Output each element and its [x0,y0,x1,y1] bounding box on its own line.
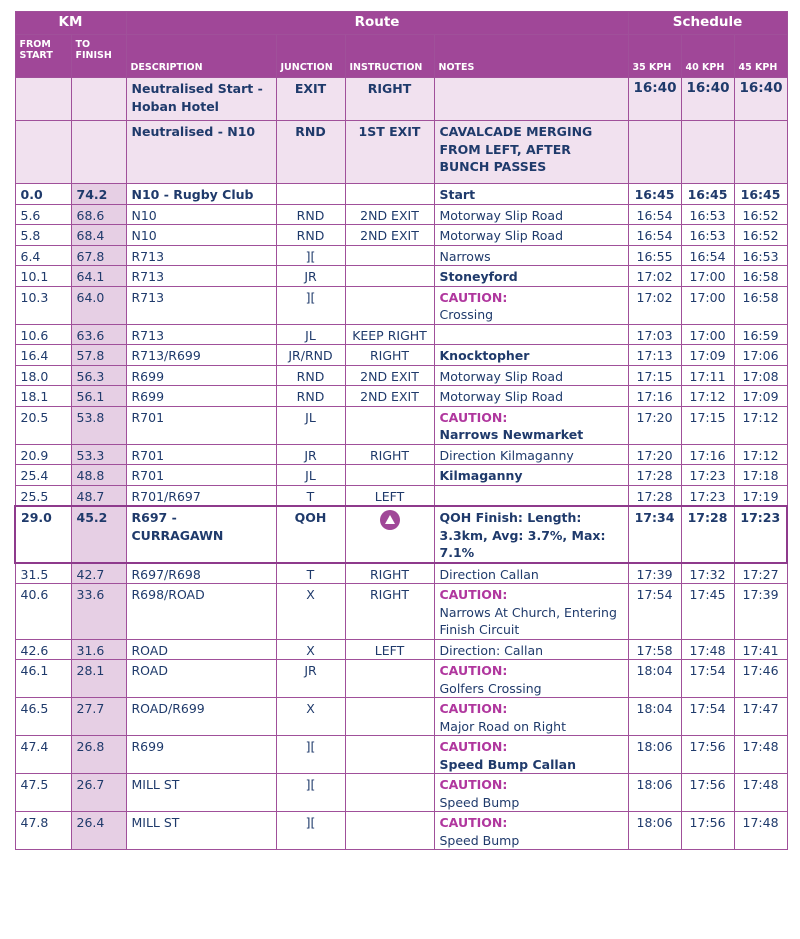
junction-cell: JR [276,444,345,465]
description-cell: ROAD [126,660,276,698]
time-45-cell: 17:48 [734,736,787,774]
notes-cell [434,584,628,640]
description-cell: R713 [126,324,276,345]
to-finish-cell: 64.1 [71,266,126,287]
note-text: Motorway Slip Road [439,228,564,243]
instruction-cell [345,812,434,850]
header-column-row [15,35,787,78]
time-45-cell: 16:53 [734,245,787,266]
from-start-cell: 5.6 [15,204,71,225]
from-start-cell: 46.1 [15,660,71,698]
to-finish-cell: 67.8 [71,245,126,266]
description-cell: N10 - Rugby Club [126,184,276,205]
time-35-cell: 17:39 [628,563,681,584]
time-35-cell: 16:54 [628,225,681,246]
to-finish-cell: 56.3 [71,365,126,386]
time-40-cell: 17:15 [681,406,734,444]
notes-cell [434,485,628,506]
from-start-cell: 46.5 [15,698,71,736]
table-row [15,465,787,486]
time-35-cell: 17:54 [628,584,681,640]
route-schedule-page [14,11,786,850]
time-35-cell: 18:06 [628,736,681,774]
time-35-cell: 16:55 [628,245,681,266]
instruction-cell [345,774,434,812]
instruction-cell [345,406,434,444]
to-finish-cell: 26.8 [71,736,126,774]
description-cell: R699 [126,365,276,386]
time-40-cell: 16:45 [681,184,734,205]
to-finish-cell [71,78,126,121]
junction-cell: RND [276,225,345,246]
schedule-body [15,78,787,850]
description-cell: MILL ST [126,812,276,850]
time-35-cell: 16:45 [628,184,681,205]
note-text: Direction Kilmaganny [439,447,574,463]
route-schedule-table [14,11,788,850]
notes-cell [434,184,628,205]
time-35-cell: 17:28 [628,485,681,506]
from-start-cell: 20.9 [15,444,71,465]
caution-label: CAUTION: [439,701,508,716]
table-row [15,485,787,506]
table-row [15,365,787,386]
description-cell: ROAD [126,639,276,660]
time-40-cell: 17:45 [681,584,734,640]
notes-cell [434,204,628,225]
table-row [15,266,787,287]
to-finish-cell: 26.7 [71,774,126,812]
note-text: Direction Callan [439,566,539,582]
table-row [15,812,787,850]
notes-cell [434,266,628,287]
table-row [15,639,787,660]
caution-label: CAUTION: [439,815,508,830]
junction-cell: JL [276,465,345,486]
table-row [15,584,787,640]
time-45-cell: 17:47 [734,698,787,736]
junction-cell: X [276,584,345,640]
time-40-cell: 17:28 [681,506,734,563]
to-finish-cell: 33.6 [71,584,126,640]
time-45-cell: 17:39 [734,584,787,640]
caution-label: CAUTION: [439,739,508,754]
time-45-cell: 16:40 [734,78,787,121]
time-45-cell [734,121,787,184]
junction-cell: T [276,485,345,506]
notes-cell [434,406,628,444]
table-row [15,736,787,774]
table-row [15,444,787,465]
time-45-cell: 17:09 [734,386,787,407]
time-40-cell: 17:23 [681,485,734,506]
description-cell: R713/R699 [126,345,276,366]
time-45-cell: 16:58 [734,286,787,324]
to-finish-cell: 27.7 [71,698,126,736]
to-finish-cell: 48.7 [71,485,126,506]
time-40-cell: 17:00 [681,266,734,287]
time-40-cell: 17:00 [681,324,734,345]
description-cell: MILL ST [126,774,276,812]
time-40-cell: 16:53 [681,204,734,225]
table-row [15,245,787,266]
time-45-cell: 16:59 [734,324,787,345]
description-cell: N10 [126,204,276,225]
from-start-cell: 20.5 [15,406,71,444]
instruction-cell: RIGHT [345,78,434,121]
time-40-cell: 16:53 [681,225,734,246]
description-cell: R701/R697 [126,485,276,506]
junction-cell: ][ [276,774,345,812]
instruction-cell [345,465,434,486]
note-text: Kilmaganny [439,468,523,483]
notes-cell [434,465,628,486]
from-start-cell: 40.6 [15,584,71,640]
notes-cell [434,639,628,660]
time-45-cell: 17:41 [734,639,787,660]
from-start-cell: 18.1 [15,386,71,407]
time-40-cell: 17:56 [681,736,734,774]
time-45-cell: 17:12 [734,444,787,465]
note-text: Crossing [439,307,494,322]
notes-cell [434,698,628,736]
time-40-cell [681,121,734,184]
to-finish-cell [71,121,126,184]
notes-cell [434,774,628,812]
table-row [15,698,787,736]
from-start-cell: 29.0 [15,506,71,563]
description-header: DESCRIPTION [126,35,276,78]
instruction-cell [345,286,434,324]
notes-cell [434,444,628,465]
junction-cell: JR/RND [276,345,345,366]
note-text: Narrows [439,248,491,264]
instruction-cell [345,506,434,563]
time-45-cell: 16:52 [734,225,787,246]
note-text: Direction: Callan [439,642,544,658]
description-cell: R701 [126,444,276,465]
description-cell: R697 - CURRAGAWN [126,506,276,563]
note-text: Motorway Slip Road [439,207,564,223]
time-40-cell: 16:54 [681,245,734,266]
junction-cell: X [276,639,345,660]
to-finish-cell: 74.2 [71,184,126,205]
time-40-cell: 17:11 [681,365,734,386]
notes-cell [434,324,628,345]
time-40-cell: 17:56 [681,774,734,812]
to-finish-cell: 26.4 [71,812,126,850]
speed-45-header: 45 KPH [734,35,787,78]
table-row [15,78,787,121]
table-row [15,386,787,407]
table-row [15,324,787,345]
time-35-cell: 18:04 [628,698,681,736]
description-cell: R701 [126,406,276,444]
table-row [15,121,787,184]
junction-cell: ][ [276,736,345,774]
from-start-header: FROM START [15,35,71,78]
instruction-cell [345,266,434,287]
description-cell: R698/ROAD [126,584,276,640]
time-40-cell: 17:54 [681,698,734,736]
note-text: Motorway Slip Road [439,389,564,404]
time-35-cell: 17:28 [628,465,681,486]
note-text: Start [439,187,476,202]
time-40-cell: 17:32 [681,563,734,584]
time-45-cell: 17:18 [734,465,787,486]
instruction-header: INSTRUCTION [345,35,434,78]
note-text: Speed Bump [439,832,520,848]
notes-cell [434,563,628,584]
junction-cell: JR [276,266,345,287]
instruction-cell: 1ST EXIT [345,121,434,184]
description-cell: R699 [126,386,276,407]
time-35-cell: 17:16 [628,386,681,407]
time-40-cell: 17:09 [681,345,734,366]
instruction-cell [345,245,434,266]
time-35-cell: 16:54 [628,204,681,225]
time-35-cell: 18:06 [628,774,681,812]
to-finish-cell: 68.6 [71,204,126,225]
junction-cell: RND [276,386,345,407]
junction-cell: RND [276,121,345,184]
note-text: Golfers Crossing [439,680,542,696]
from-start-cell: 25.4 [15,465,71,486]
to-finish-cell: 57.8 [71,345,126,366]
instruction-cell [345,660,434,698]
to-finish-cell: 68.4 [71,225,126,246]
notes-cell [434,386,628,407]
time-45-cell: 17:27 [734,563,787,584]
junction-cell: JR [276,660,345,698]
table-row [15,204,787,225]
table-row [15,506,787,563]
instruction-cell [345,698,434,736]
description-cell: R713 [126,286,276,324]
notes-cell [434,812,628,850]
note-text: Stoneyford [439,269,518,284]
note-text: CAVALCADE MERGING FROM LEFT, AFTER BUNCH PASSES [439,124,593,174]
to-finish-cell: 53.8 [71,406,126,444]
time-40-cell: 17:12 [681,386,734,407]
instruction-cell: 2ND EXIT [345,204,434,225]
time-35-cell: 17:20 [628,406,681,444]
caution-label: CAUTION: [439,289,508,305]
time-45-cell: 17:48 [734,812,787,850]
note-text: QOH Finish: Length: 3.3km, Avg: 3.7%, Max: 7.1% [439,510,606,560]
from-start-cell: 0.0 [15,184,71,205]
time-45-cell: 16:58 [734,266,787,287]
from-start-cell: 42.6 [15,639,71,660]
time-35-cell: 18:06 [628,812,681,850]
notes-cell [434,506,628,563]
table-row [15,184,787,205]
speed-40-header: 40 KPH [681,35,734,78]
from-start-cell: 47.5 [15,774,71,812]
time-45-cell: 17:19 [734,485,787,506]
junction-cell: JL [276,324,345,345]
description-cell: R699 [126,736,276,774]
notes-header: NOTES [434,35,628,78]
time-45-cell: 17:46 [734,660,787,698]
from-start-cell: 5.8 [15,225,71,246]
time-40-cell: 17:23 [681,465,734,486]
time-35-cell [628,121,681,184]
time-35-cell: 17:15 [628,365,681,386]
caution-label: CAUTION: [439,409,508,425]
to-finish-cell: 53.3 [71,444,126,465]
to-finish-cell: 63.6 [71,324,126,345]
notes-cell [434,78,628,121]
from-start-cell [15,78,71,121]
junction-cell: ][ [276,245,345,266]
to-finish-header: TO FINISH [71,35,126,78]
table-row [15,406,787,444]
notes-cell [434,736,628,774]
description-cell: Neutralised - N10 [126,121,276,184]
time-40-cell: 17:54 [681,660,734,698]
description-cell: R697/R698 [126,563,276,584]
notes-cell [434,121,628,184]
time-45-cell: 16:45 [734,184,787,205]
time-35-cell: 18:04 [628,660,681,698]
instruction-cell: LEFT [345,639,434,660]
note-text: Knocktopher [439,348,530,363]
time-35-cell: 17:58 [628,639,681,660]
from-start-cell: 16.4 [15,345,71,366]
from-start-cell: 25.5 [15,485,71,506]
table-row [15,563,787,584]
from-start-cell: 10.1 [15,266,71,287]
time-35-cell: 17:13 [628,345,681,366]
instruction-cell [345,184,434,205]
note-text: Speed Bump Callan [439,756,576,772]
junction-cell: QOH [276,506,345,563]
time-35-cell: 17:20 [628,444,681,465]
time-40-cell: 17:00 [681,286,734,324]
to-finish-cell: 31.6 [71,639,126,660]
junction-cell: JL [276,406,345,444]
instruction-cell: RIGHT [345,584,434,640]
description-cell: R713 [126,245,276,266]
table-row [15,225,787,246]
from-start-cell: 10.6 [15,324,71,345]
caution-label: CAUTION: [439,777,508,792]
table-row [15,286,787,324]
junction-cell: T [276,563,345,584]
notes-cell [434,365,628,386]
time-40-cell: 16:40 [681,78,734,121]
from-start-cell: 47.4 [15,736,71,774]
instruction-cell: 2ND EXIT [345,365,434,386]
to-finish-cell: 45.2 [71,506,126,563]
junction-cell: X [276,698,345,736]
instruction-cell: 2ND EXIT [345,386,434,407]
from-start-cell: 6.4 [15,245,71,266]
instruction-cell: KEEP RIGHT [345,324,434,345]
time-40-cell: 17:16 [681,444,734,465]
caution-label: CAUTION: [439,587,508,602]
caution-label: CAUTION: [439,663,508,678]
description-cell: Neutralised Start - Hoban Hotel [126,78,276,121]
instruction-cell: RIGHT [345,563,434,584]
time-35-cell: 17:02 [628,266,681,287]
time-45-cell: 17:23 [734,506,787,563]
junction-header: JUNCTION [276,35,345,78]
junction-cell: EXIT [276,78,345,121]
instruction-cell: RIGHT [345,444,434,465]
km-group-header: KM [15,12,126,35]
to-finish-cell: 56.1 [71,386,126,407]
instruction-cell: RIGHT [345,345,434,366]
time-35-cell: 17:02 [628,286,681,324]
time-40-cell: 17:48 [681,639,734,660]
time-40-cell: 17:56 [681,812,734,850]
notes-cell [434,245,628,266]
note-text: Narrows Newmarket [439,427,584,442]
time-35-cell: 17:34 [628,506,681,563]
to-finish-cell: 48.8 [71,465,126,486]
note-text: Motorway Slip Road [439,368,564,384]
note-text: Narrows At Church, Entering Finish Circuit [439,604,617,637]
instruction-cell: LEFT [345,485,434,506]
junction-cell: ][ [276,812,345,850]
speed-35-header: 35 KPH [628,35,681,78]
junction-cell: RND [276,204,345,225]
description-cell: R713 [126,266,276,287]
time-35-cell: 17:03 [628,324,681,345]
to-finish-cell: 42.7 [71,563,126,584]
time-45-cell: 17:48 [734,774,787,812]
time-45-cell: 17:12 [734,406,787,444]
notes-cell [434,225,628,246]
from-start-cell: 31.5 [15,563,71,584]
schedule-group-header: Schedule [628,12,787,35]
table-row [15,345,787,366]
notes-cell [434,660,628,698]
table-row [15,660,787,698]
description-cell: R701 [126,465,276,486]
notes-cell [434,345,628,366]
header-group-row [15,12,787,35]
table-row [15,774,787,812]
junction-cell: RND [276,365,345,386]
time-45-cell: 17:08 [734,365,787,386]
to-finish-cell: 64.0 [71,286,126,324]
note-text: Major Road on Right [439,718,566,734]
notes-cell [434,286,628,324]
instruction-cell: 2ND EXIT [345,225,434,246]
climb-mountain-icon [380,510,400,530]
description-cell: N10 [126,225,276,246]
time-45-cell: 16:52 [734,204,787,225]
from-start-cell [15,121,71,184]
junction-cell [276,184,345,205]
from-start-cell: 18.0 [15,365,71,386]
instruction-cell [345,736,434,774]
junction-cell: ][ [276,286,345,324]
from-start-cell: 10.3 [15,286,71,324]
from-start-cell: 47.8 [15,812,71,850]
description-cell: ROAD/R699 [126,698,276,736]
note-text: Speed Bump [439,794,520,810]
route-group-header: Route [126,12,628,35]
to-finish-cell: 28.1 [71,660,126,698]
time-35-cell: 16:40 [628,78,681,121]
time-45-cell: 17:06 [734,345,787,366]
